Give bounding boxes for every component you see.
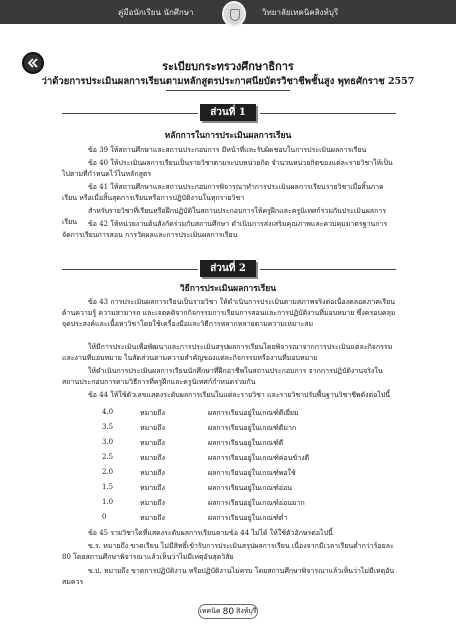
grade-row [62, 468, 398, 479]
institution-seal-icon [222, 1, 246, 27]
grade-means: หมายถึง [140, 514, 165, 522]
grade-row [62, 438, 398, 449]
section-1-para: ข้อ 42 ให้หน่วยงานต้นสังกัดร่วมกับสถานศึกษา ดำเนินการส่งเสริมคุณภาพและควบคุมมาตรฐานการจัดการเรียนการสอน การวัดผลและการประเมินผลการเรียน [62, 220, 388, 239]
grade-value: 2.0 [102, 468, 114, 476]
section-2-rule-right [260, 269, 396, 270]
section-2-para: ข้อ 44 ให้ใช้ตัวเลขแสดงระดับผลการเรียนในแต่ละรายวิชา และรายวิชาปรับพื้นฐานวิชาชีพดังต่อไปนี้ [88, 391, 391, 399]
grade-result: ผลการเรียนอยู่ในเกณฑ์ต่ำ [208, 514, 288, 522]
page-suffix: สิงห์บุรี [236, 607, 257, 615]
section-1-rule-right [260, 113, 396, 114]
section-2-para: ข.ป. หมายถึง ขาดการปฏิบัติงาน หรือปฏิบัติงานไม่ครบ โดยสถานศึกษาพิจารณาแล้วเห็นว่าไม่มีเหตุอันสมควร [62, 567, 395, 586]
grade-value: 3.5 [102, 423, 114, 431]
section-1-label: ส่วนที่ 1 [200, 104, 256, 121]
grade-result: ผลการเรียนอยู่ในเกณฑ์พอใช้ [208, 469, 296, 477]
section-2-para: ให้มีการประเมินเพื่อพัฒนาและการประเมินสรุปผลการเรียนโดยพิจารณาจากการประเมินแต่ละกิจกรรมและงานที่มอบหมาย ในสัดส่วนตามความสำคัญของแต่ละกิจกรรมหรืองานที่มอบหมาย [62, 343, 393, 362]
section-1-rule-left [62, 113, 198, 114]
section-2-para: ข้อ 43 การประเมินผลการเรียนเป็นรายวิชา ให้ดำเนินการประเมินตามสภาพจริงต่อเนื่องตลอดภาคเรียน ด้านความรู้ ความสามารถ และเจตคติจากกิจกรรมการเรียนการสอนและการปฏิบัติงานที่มอบหมาย ซึ่งครอบคลุมจุดประสงค์และเนื้อหาวิชาโดยใช้เครื่องมือและวิธีการหลากหลายตามความเหมาะสม [62, 298, 396, 328]
grade-means: หมายถึง [140, 499, 165, 507]
section-2-para: ข.ร. หมายถึง ขาดเรียน ไม่มีสิทธิ์เข้ารับการประเมินสรุปผลการเรียน เนื่องจากมีเวลาเรียนต่ำกว่าร้อยละ 80 โดยสถานศึกษาพิจารณาแล้วเห็นว่าไม่มีเหตุอันสุดวิสัย [62, 542, 394, 561]
grade-means: หมายถึง [140, 439, 165, 447]
grade-value: 0 [102, 513, 107, 521]
grade-result: ผลการเรียนอยู่ในเกณฑ์ดี [208, 439, 284, 447]
section-1-para: ข้อ 40 ให้ประเมินผลการเรียนเป็นรายวิชาตามระบบหน่วยกิต จำนวนหน่วยกิตของแต่ละรายวิชาให้เป็นไปตามที่กำหนดไว้ในหลักสูตร [62, 159, 393, 178]
grade-row [62, 498, 398, 509]
section-2-rule-left [62, 269, 198, 270]
page-number-badge [198, 604, 258, 619]
grade-means: หมายถึง [140, 469, 165, 477]
document-subtitle: ว่าด้วยการประเมินผลการเรียนตามหลักสูตรประกาศนียบัตรวิชาชีพชั้นสูง พุทธศักราช 2557 [41, 76, 415, 87]
grade-result: ผลการเรียนอยู่ในเกณฑ์อ่อน [208, 484, 292, 492]
section-1-para: สำหรับรายวิชาที่เรียนหรือฝึกปฏิบัติในสถานประกอบการให้ครูฝึกและครูนิเทศก์ร่วมกันประเมินผลการเรียน [62, 207, 387, 226]
grade-result: ผลการเรียนอยู่ในเกณฑ์ดีเยี่ยม [208, 409, 299, 417]
grade-value: 3.0 [102, 438, 114, 446]
page-label: เทคนิค [199, 607, 221, 615]
header-right-text: วิทยาลัยเทคนิคสิงห์บุรี [262, 8, 339, 17]
grade-row [62, 513, 398, 524]
grade-value: 1.5 [102, 483, 114, 491]
section-2-para: ข้อ 45 รายวิชาใดที่แสดงระดับผลการเรียนตามข้อ 44 ไม่ได้ ให้ใช้ตัวอักษรต่อไปนี้ [88, 529, 333, 537]
grade-row [62, 408, 398, 419]
page-number: 80 [222, 606, 235, 617]
section-2-heading: วิธีการประเมินผลการเรียน [179, 284, 277, 294]
section-2-para: ให้ดำเนินการประเมินผลการเรียนนักศึกษาที่ฝึกอาชีพในสถานประกอบการ จากการปฏิบัติงานจริงในสถานประกอบการตามวิธีการที่ครูฝึกและครูนิเทศก์กำหนดร่วมกัน [62, 367, 383, 386]
grade-result: ผลการเรียนอยู่ในเกณฑ์ค่อนข้างดี [208, 454, 310, 462]
header-left-text: คู่มือนักเรียน นักศึกษา [118, 8, 194, 17]
grade-result: ผลการเรียนอยู่ในเกณฑ์อ่อนมาก [208, 499, 305, 507]
grade-value: 1.0 [102, 498, 114, 506]
grade-result: ผลการเรียนอยู่ในเกณฑ์ดีมาก [208, 424, 297, 432]
grade-row [62, 423, 398, 434]
grade-row [62, 483, 398, 494]
section-1-para: ข้อ 41 ให้สถานศึกษาและสถานประกอบการพิจารณาทำการประเมินผลการเรียนรายวิชาเมื่อสิ้นภาคเรียน หรือเมื่อสิ้นสุดการเรียนหรือการปฏิบัติงานในทุกรายวิชา [62, 183, 384, 202]
grade-value: 2.5 [102, 453, 114, 461]
section-1-para: ข้อ 39 ให้สถานศึกษาและสถานประกอบการ มีหน้าที่และรับผิดชอบในการประเมินผลการเรียน [88, 146, 367, 154]
grade-means: หมายถึง [140, 484, 165, 492]
grade-means: หมายถึง [140, 454, 165, 462]
grade-means: หมายถึง [140, 424, 165, 432]
title-divider [166, 90, 290, 91]
section-1-heading: หลักการในการประเมินผลการเรียน [164, 131, 292, 141]
section-2-label: ส่วนที่ 2 [200, 260, 256, 277]
grade-value: 4.0 [102, 408, 114, 416]
grade-row [62, 453, 398, 464]
document-title: ระเบียบกระทรวงศึกษาธิการ [162, 60, 294, 73]
grade-means: หมายถึง [140, 409, 165, 417]
